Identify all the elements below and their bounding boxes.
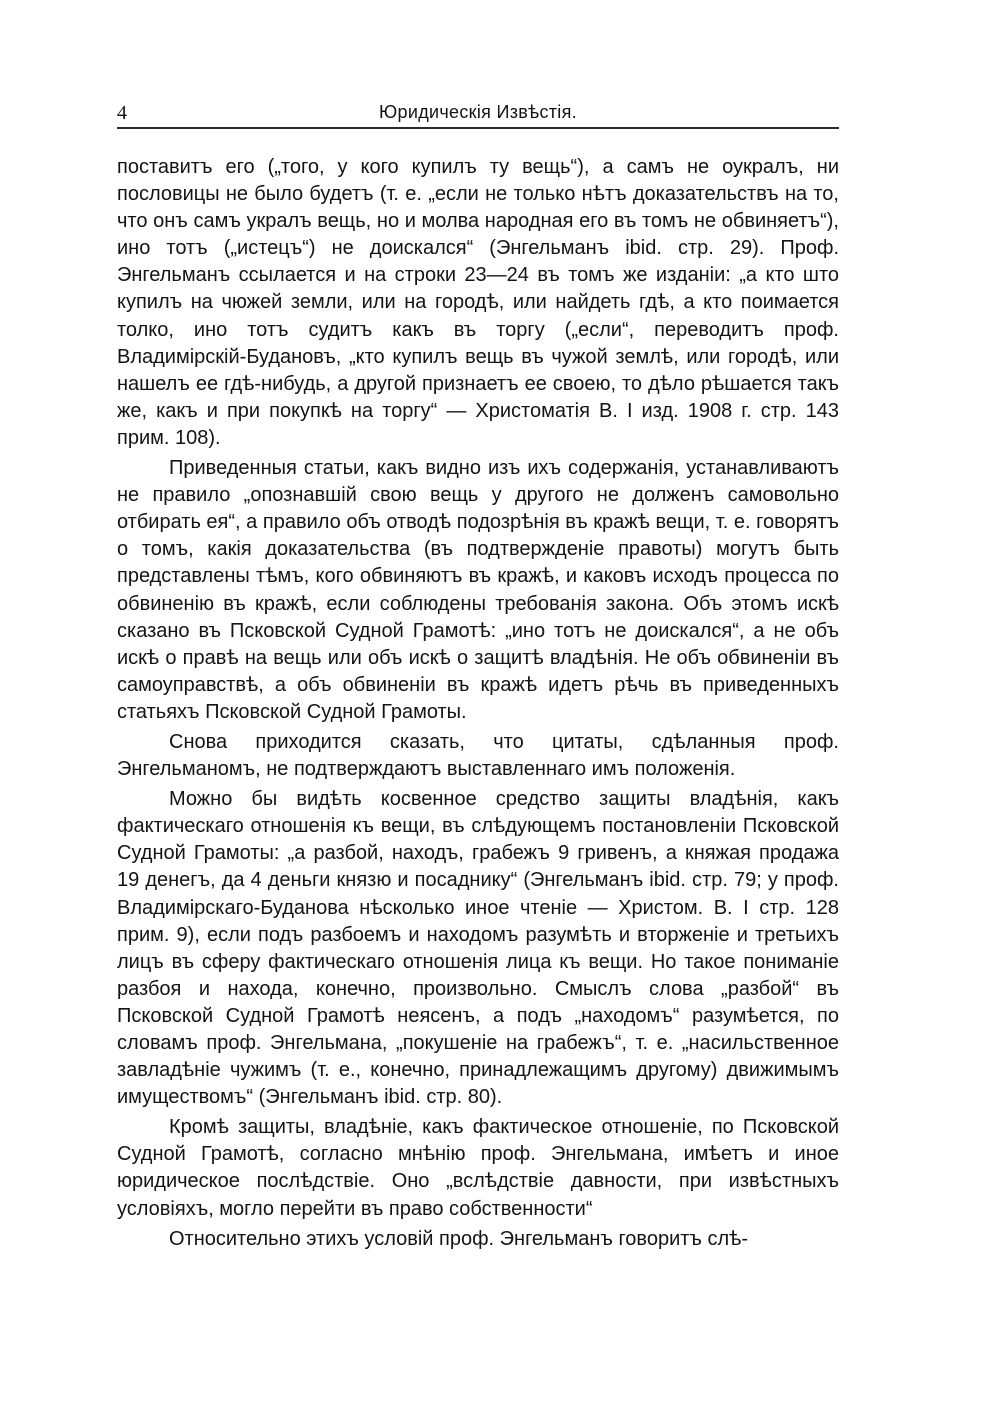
- paragraph: поставитъ его („того, у кого купилъ ту вещь“), а самъ не оукралъ, ни пословицы не было будетъ (т. е. „если не только нѣтъ доказательствъ на то, что онъ самъ укралъ вещь, но и молва народная его въ томъ не обвиняетъ“), ино тотъ („истецъ“) не доискался“ (Энгельманъ ibid. стр. 29). Проф. Энгельманъ ссылается и на строки 23—24 въ томъ же изданіи: „а кто што купилъ на чюжей земли, или на городѣ, или найдеть гдѣ, а кто поимается толко, ино тотъ судитъ какъ въ торгу („если“, переводитъ проф. Владимірскій-Будановъ, „кто купилъ вещь въ чужой землѣ, или городѣ, или нашелъ ее гдѣ-нибудь, а другой признаетъ ее своею, то дѣло рѣшается такъ же, какъ и при покупкѣ на торгу“ — Христоматія В. I изд. 1908 г. стр. 143 прим. 108).: [117, 156, 839, 449]
- paragraph: Можно бы видѣть косвенное средство защиты владѣнія, какъ фактическаго отношенія къ вещи, въ слѣдующемъ постановленіи Псковской Судной Грамоты: „а разбой, находъ, грабежъ 9 гривенъ, а княжая продажа 19 денегъ, да 4 деньги князю и посаднику“ (Энгельманъ ibid. стр. 79; у проф. Владимірскаго-Буданова нѣсколько иное чтеніе — Христом. В. I стр. 128 прим. 9), если подъ разбоемъ и находомъ разумѣть и вторженіе и третьихъ лицъ въ сферу фактическаго отношенія лица къ вещи. Но такое пониманіе разбоя и находа, конечно, произвольно. Смыслъ слова „разбой“ въ Псковской Судной Грамотѣ неясенъ, а подъ „находомъ“ разумѣется, по словамъ проф. Энгельмана, „покушеніе на грабежъ“, т. е. „насильственное завладѣніе чужимъ (т. е., конечно, принадлежащимъ другому) движимымъ имуществомъ“ (Энгельманъ ibid. стр. 80).: [117, 788, 839, 1109]
- page-header: [117, 100, 839, 126]
- header-rule: [117, 127, 839, 129]
- paragraph: Относительно этихъ условій проф. Энгельманъ говоритъ слѣ-: [169, 1227, 749, 1250]
- paragraph: Снова приходится сказать, что цитаты, сдѣланныя проф. Энгельманомъ, не подтверждаютъ выставленнаго имъ положенія.: [117, 730, 839, 781]
- paragraph: Приведенныя статьи, какъ видно изъ ихъ содержанія, устанавливаютъ не правило „опознавшій свою вещь у другого не долженъ самовольно отбирать ея“, а правило объ отводѣ подозрѣнія въ кражѣ вещи, т. е. говорятъ о томъ, какія доказательства (въ подтвержденіе правоты) могутъ быть представлены тѣмъ, кого обвиняютъ въ кражѣ, и каковъ исходъ процесса по обвиненію въ кражѣ, если соблюдены требованія закона. Объ этомъ искѣ сказано въ Псковской Судной Грамотѣ: „ино тотъ не доискался“, а не объ искѣ о правѣ на вещь или объ искѣ о защитѣ владѣнія. Не объ обвиненіи въ самоуправствѣ, а объ обвиненіи въ кражѣ идетъ рѣчь въ приведенныхъ статьяхъ Псковской Судной Грамоты.: [117, 457, 839, 723]
- running-title: Юридическія Извѣстія.: [379, 102, 577, 122]
- paragraph: Кромѣ защиты, владѣніе, какъ фактическое отношеніе, по Псковской Судной Грамотѣ, согласно мнѣнію проф. Энгельмана, имѣетъ и иное юридическое послѣдствіе. Оно „вслѣдствіе давности, при извѣстныхъ условіяхъ, могло перейти въ право собственности“: [117, 1116, 839, 1220]
- page-number: 4: [117, 102, 127, 124]
- body-text: [117, 154, 839, 1253]
